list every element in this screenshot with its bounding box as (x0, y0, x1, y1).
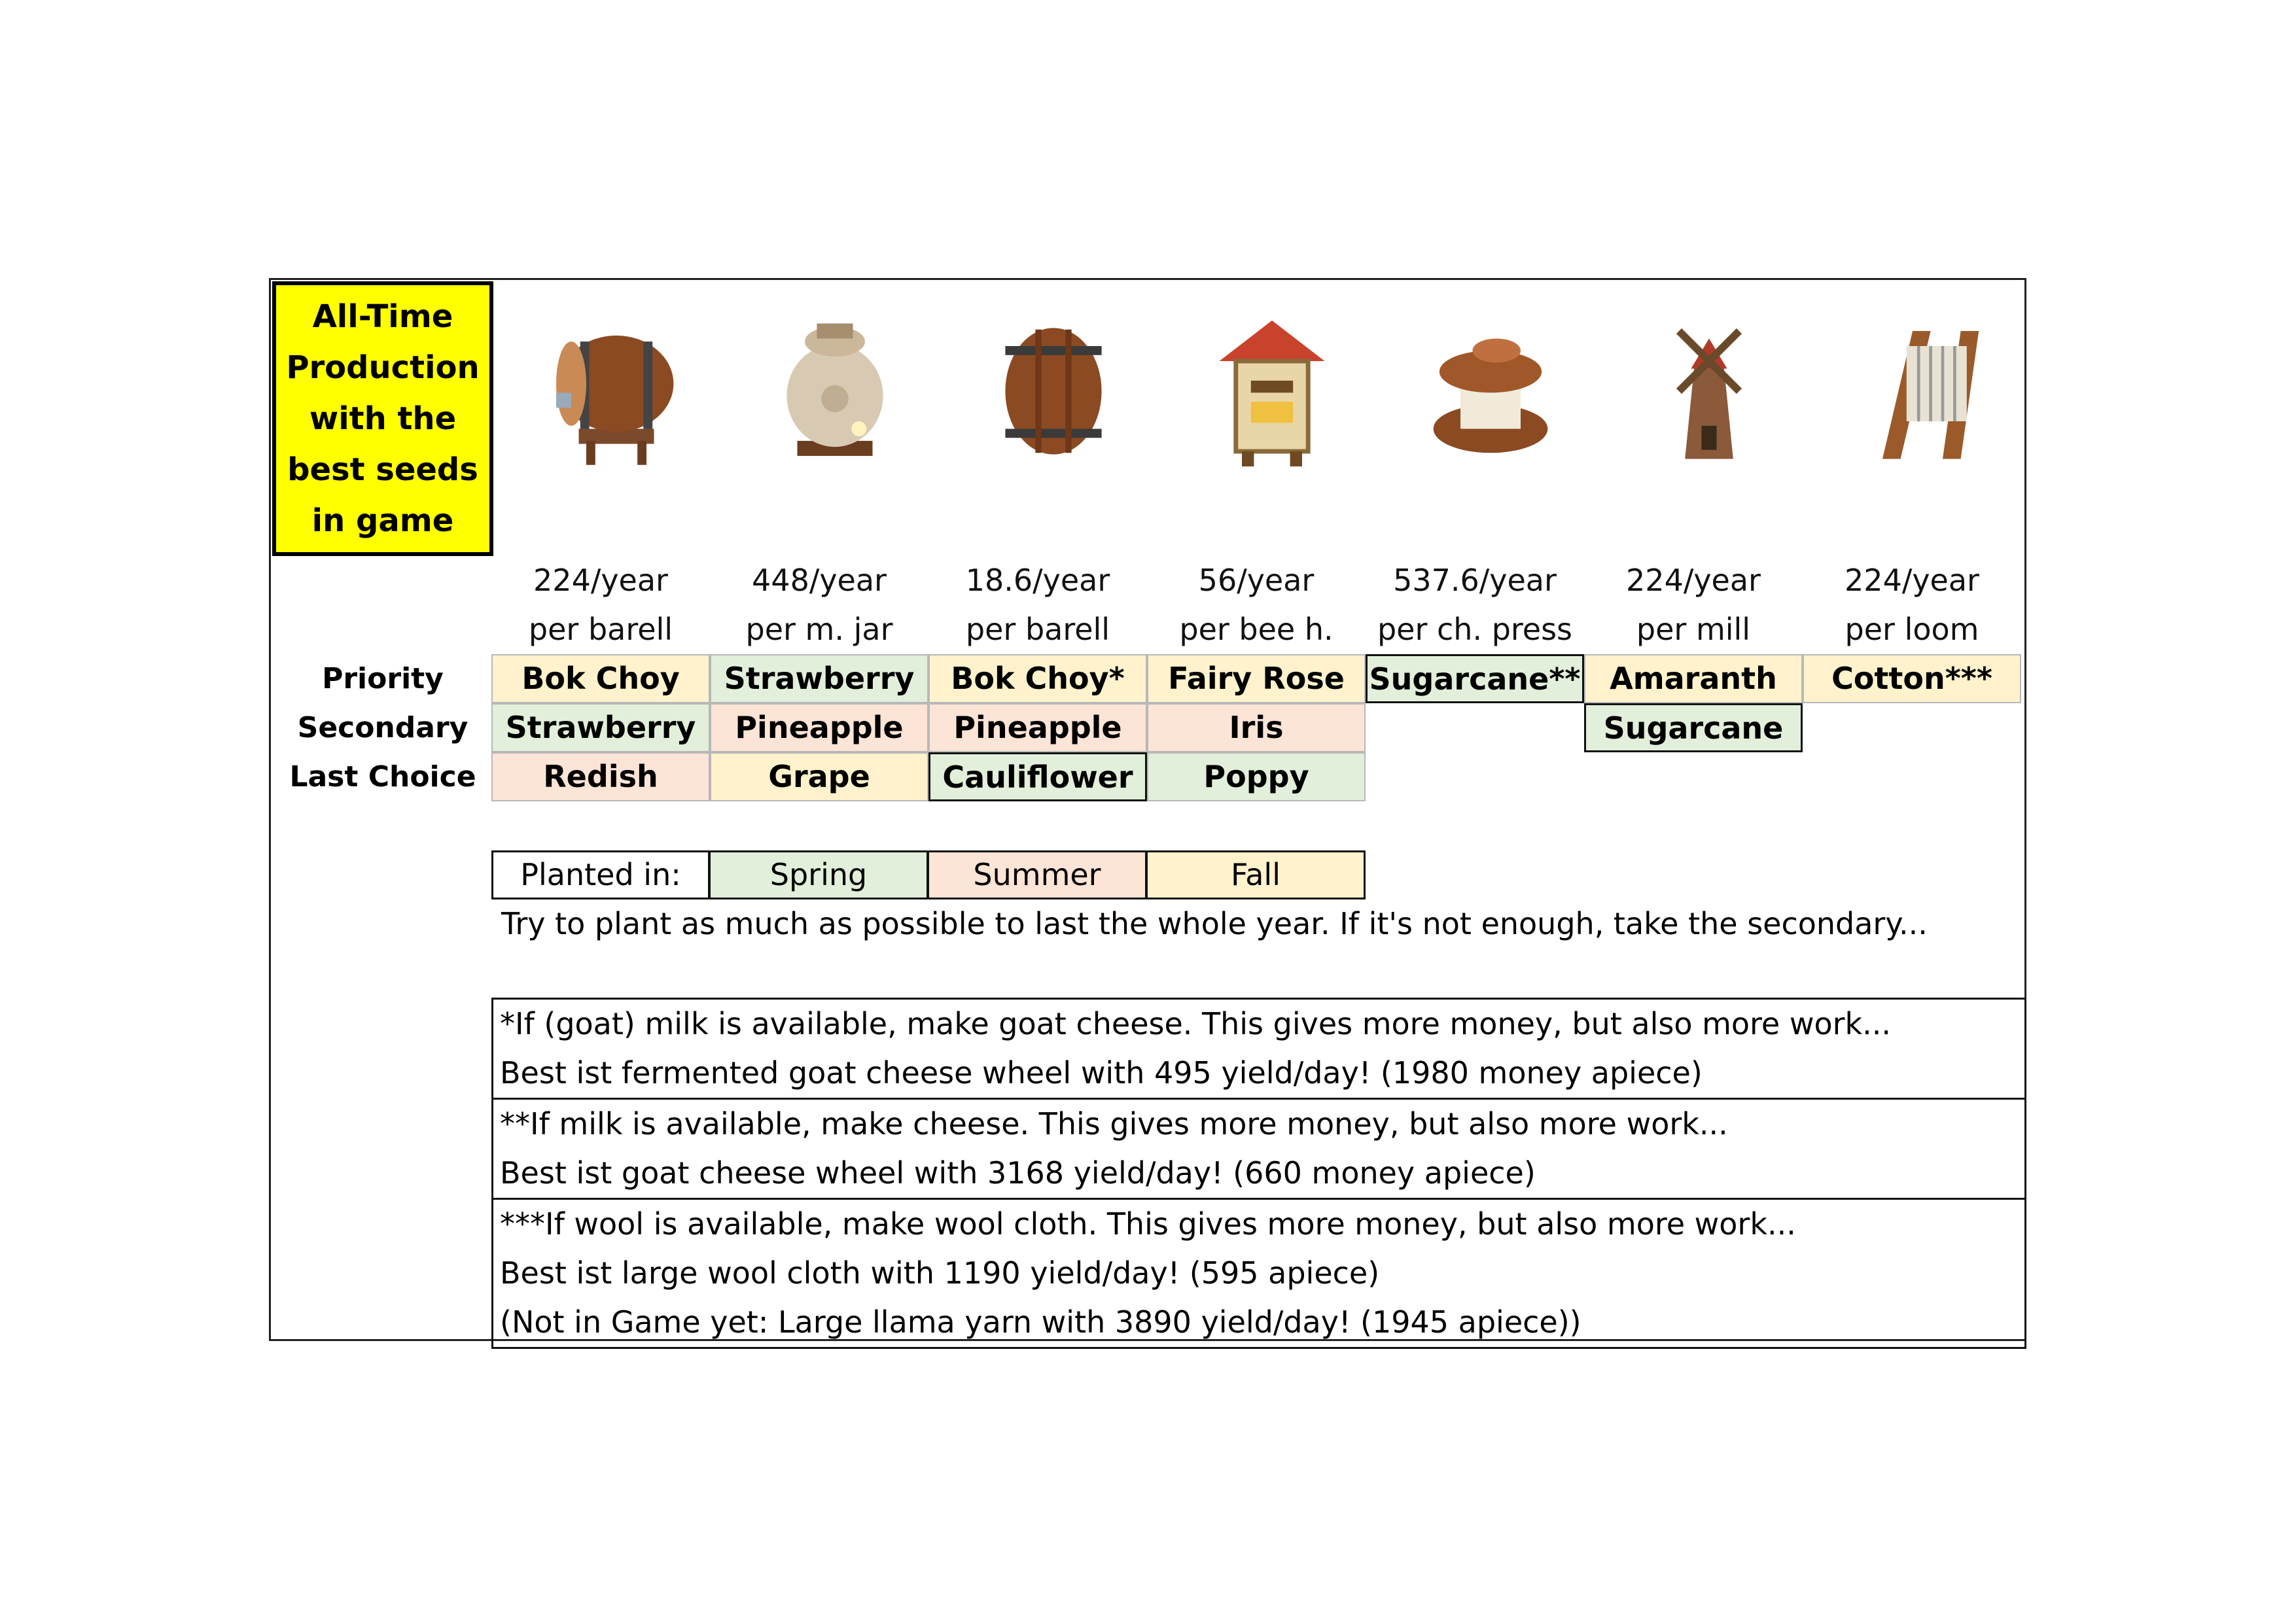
note-line: Best ist goat cheese wheel with 3168 yield/day! (660 money apiece) (500, 1155, 1536, 1191)
production-sheet (269, 278, 2026, 1341)
crop-cell-last-choice: Cauliflower (928, 752, 1147, 801)
legend-fall: Fall (1146, 850, 1366, 899)
note-line: Best ist fermented goat cheese wheel with 495 yield/day! (1980 money apiece) (500, 1055, 1703, 1091)
row-label-priority: Priority (322, 662, 444, 695)
title-box (272, 281, 493, 556)
crop-cell-secondary: Pineapple (928, 703, 1147, 752)
machine-rate: 537.6/year per ch. press (1377, 563, 1573, 647)
loom-icon (1852, 306, 2003, 476)
note-line: **If milk is available, make cheese. This gives more money, but also more work... (500, 1106, 1728, 1142)
title-text: All-Time Production with the best seeds in game (286, 298, 480, 539)
windmill-icon (1634, 306, 1784, 476)
note-wool (493, 1200, 2024, 1347)
machine-rate: 56/year per bee h. (1179, 563, 1333, 647)
note-cheese (493, 1100, 2024, 1200)
keg-barrel-icon (541, 306, 692, 476)
machine-rate: 18.6/year per barell (965, 563, 1110, 647)
machine-rate: 448/year per m. jar (745, 563, 893, 647)
barrel-icon (978, 306, 1129, 476)
note-line: ***If wool is available, make wool cloth. This gives more money, but also more work... (500, 1206, 1796, 1242)
crop-cell-priority: Cotton*** (1803, 654, 2021, 703)
crop-cell-priority: Sugarcane** (1366, 654, 1584, 703)
legend-summer: Summer (927, 850, 1147, 899)
row-label-secondary: Secondary (297, 711, 468, 744)
bee-house-icon (1197, 306, 1347, 476)
crop-cell-last-choice: Poppy (1147, 752, 1366, 801)
notes-box (491, 998, 2026, 1349)
mason-jar-icon (760, 306, 910, 476)
crop-cell-priority: Strawberry (710, 654, 928, 703)
cheese-press-icon (1415, 306, 1566, 476)
crop-cell-priority: Fairy Rose (1147, 654, 1366, 703)
note-line: Best ist large wool cloth with 1190 yield/day! (595 apiece) (500, 1255, 1380, 1291)
crop-cell-secondary: Pineapple (710, 703, 928, 752)
crop-cell-priority: Amaranth (1584, 654, 1803, 703)
crop-cell-priority: Bok Choy (491, 654, 710, 703)
legend-spring: Spring (709, 850, 928, 899)
tip-text: Try to plant as much as possible to last the whole year. If it's not enough, take the secondary... (501, 906, 1928, 941)
machine-rate: 224/year per barell (528, 563, 673, 647)
crop-cell-secondary: Strawberry (491, 703, 710, 752)
crop-cell-secondary: Iris (1147, 703, 1366, 752)
crop-cell-priority: Bok Choy* (928, 654, 1147, 703)
note-line: *If (goat) milk is available, make goat cheese. This gives more money, but also more work... (500, 1006, 1892, 1041)
crop-cell-secondary: Sugarcane (1584, 703, 1803, 752)
note-goat-cheese (493, 1000, 2024, 1100)
row-label-last-choice: Last Choice (289, 760, 476, 794)
machine-rate: 224/year per loom (1845, 563, 1979, 647)
machine-rate: 224/year per mill (1626, 563, 1761, 647)
note-line: (Not in Game yet: Large llama yarn with 3890 yield/day! (1945 apiece)) (500, 1304, 1581, 1340)
crop-cell-last-choice: Redish (491, 752, 710, 801)
legend-label: Planted in: (491, 850, 710, 899)
crop-cell-last-choice: Grape (710, 752, 928, 801)
